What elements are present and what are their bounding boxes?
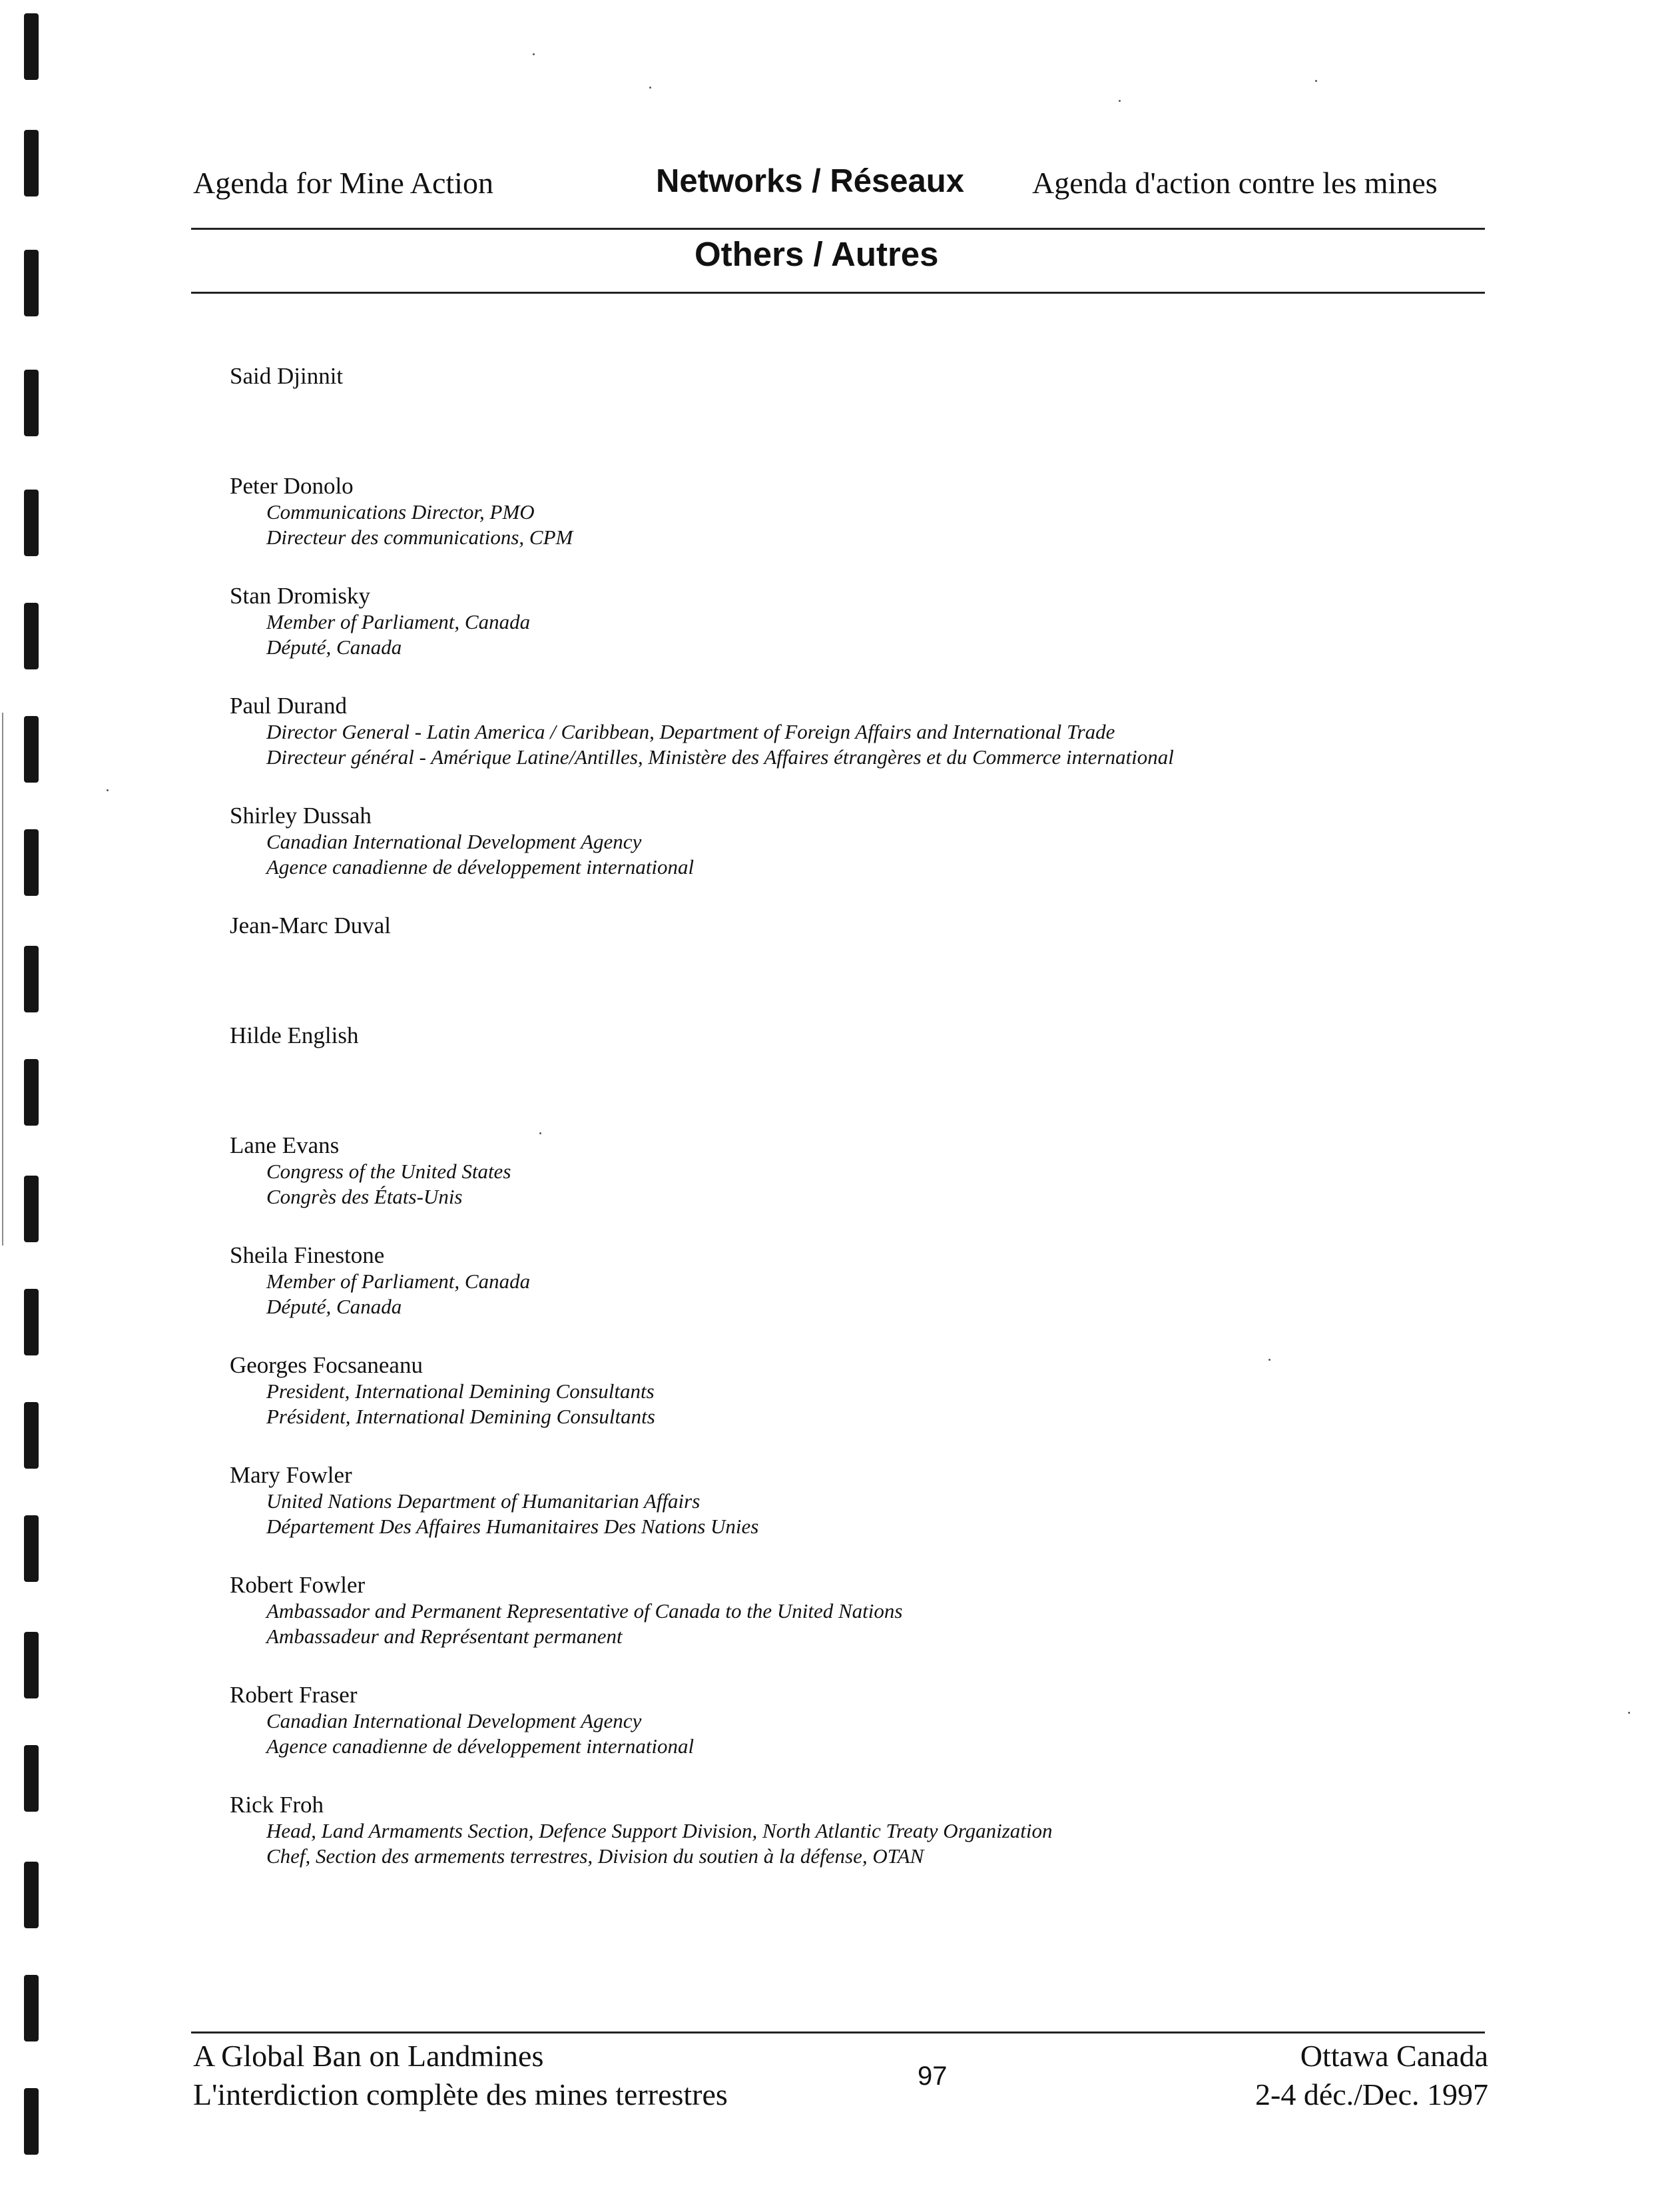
binder-hole-mark [24, 1176, 39, 1242]
entry-name: Peter Donolo [230, 473, 354, 499]
scan-speck [107, 789, 109, 791]
footer-rule [191, 2031, 1485, 2033]
scan-speck [1628, 1712, 1630, 1714]
scan-speck [1268, 1359, 1270, 1361]
entry-title-fr: Député, Canada [266, 1295, 402, 1318]
entry-title-en: United Nations Department of Humanitarian Affairs [266, 1489, 700, 1513]
entry-name: Robert Fowler [230, 1572, 366, 1598]
binder-hole-mark [24, 1975, 39, 2041]
list-item [230, 1682, 694, 1759]
entry-title-fr: Agence canadienne de développement international [266, 855, 695, 879]
entry-title-fr: Agence canadienne de développement international [266, 1734, 695, 1758]
entry-name: Mary Fowler [230, 1462, 352, 1488]
scan-speck [539, 1132, 541, 1134]
binder-hole-mark [24, 946, 39, 1012]
list-item [230, 1462, 758, 1539]
footer-left [193, 2037, 728, 2114]
binder-hole-mark [24, 1515, 39, 1582]
list-item [230, 913, 391, 939]
header-center-title: Networks / Réseaux [656, 163, 964, 199]
entry-title-fr: Directeur des communications, CPM [266, 526, 573, 549]
binder-hole-mark [24, 1745, 39, 1812]
section-rule [191, 292, 1485, 294]
list-item [230, 1132, 511, 1210]
footer-title-fr: L'interdiction complète des mines terrestres [193, 2077, 728, 2111]
entry-title-fr: Ambassadeur and Représentant permanent [266, 1625, 623, 1648]
entry-name: Said Djinnit [230, 363, 344, 389]
list-item [230, 1022, 358, 1049]
header-left-title: Agenda for Mine Action [193, 166, 493, 200]
footer-right [1065, 2037, 1488, 2114]
entry-name: Shirley Dussah [230, 803, 372, 829]
binder-hole-mark [24, 370, 39, 436]
entry-title-en: Member of Parliament, Canada [266, 1270, 531, 1293]
list-item [230, 583, 530, 660]
binder-hole-mark [24, 490, 39, 556]
binder-hole-mark [24, 2088, 39, 2155]
list-item [230, 473, 573, 550]
entry-name: Hilde English [230, 1022, 359, 1048]
entry-name: Georges Focsaneanu [230, 1352, 423, 1378]
binder-hole-mark [24, 829, 39, 896]
entry-title-fr: Département Des Affaires Humanitaires Des Nations Unies [266, 1515, 759, 1538]
entry-name: Rick Froh [230, 1792, 324, 1818]
entry-title-en: Canadian International Development Agency [266, 1709, 642, 1732]
entry-title-fr: Directeur général - Amérique Latine/Antilles, Ministère des Affaires étrangères et du Commerce international [266, 745, 1174, 769]
entry-title-fr: Congrès des États-Unis [266, 1185, 463, 1208]
entry-name: Stan Dromisky [230, 583, 370, 609]
binder-hole-mark [24, 1862, 39, 1928]
binder-hole-mark [24, 250, 39, 316]
entry-title-fr: Président, International Demining Consultants [266, 1405, 655, 1428]
entry-title-en: Communications Director, PMO [266, 500, 535, 524]
scan-edge-line [2, 713, 3, 1246]
scan-speck [1119, 100, 1121, 102]
entry-name: Jean-Marc Duval [230, 913, 391, 938]
entry-name: Lane Evans [230, 1132, 340, 1158]
binder-hole-mark [24, 603, 39, 669]
header-rule [191, 228, 1485, 230]
section-title: Others / Autres [695, 235, 939, 273]
entry-title-en: Congress of the United States [266, 1160, 511, 1183]
header-right-title: Agenda d'action contre les mines [1032, 166, 1438, 200]
scan-speck [649, 87, 651, 89]
list-item [230, 803, 694, 880]
binder-hole-mark [24, 1402, 39, 1469]
entry-name: Paul Durand [230, 693, 347, 719]
entry-title-en: Canadian International Development Agency [266, 830, 642, 853]
binder-hole-mark [24, 1632, 39, 1698]
footer-date: 2-4 déc./Dec. 1997 [1255, 2077, 1488, 2111]
page-number: 97 [918, 2061, 948, 2091]
scan-speck [533, 53, 535, 55]
binder-hole-mark [24, 130, 39, 196]
entry-title-en: President, International Demining Consultants [266, 1379, 655, 1403]
entry-title-en: Ambassador and Permanent Representative of Canada to the United Nations [266, 1599, 903, 1623]
entry-title-fr: Chef, Section des armements terrestres, Division du soutien à la défense, OTAN [266, 1844, 924, 1868]
entry-name: Sheila Finestone [230, 1242, 385, 1268]
binder-hole-mark [24, 13, 39, 80]
list-item [230, 1242, 530, 1319]
binder-hole-mark [24, 716, 39, 783]
list-item [230, 363, 343, 390]
entry-title-en: Member of Parliament, Canada [266, 610, 531, 633]
entry-title-en: Head, Land Armaments Section, Defence Support Division, North Atlantic Treaty Organization [266, 1819, 1053, 1842]
scan-speck [1315, 80, 1317, 82]
list-item [230, 1792, 1053, 1869]
binder-hole-mark [24, 1059, 39, 1126]
list-item [230, 1352, 655, 1429]
binder-hole-mark [24, 1289, 39, 1355]
list-item [230, 693, 1174, 770]
entry-title-en: Director General - Latin America / Caribbean, Department of Foreign Affairs and International Trade [266, 720, 1115, 743]
list-item [230, 1572, 902, 1649]
footer-location: Ottawa Canada [1300, 2039, 1488, 2073]
footer-title-en: A Global Ban on Landmines [193, 2039, 544, 2073]
entry-name: Robert Fraser [230, 1682, 358, 1708]
entry-title-fr: Député, Canada [266, 635, 402, 659]
